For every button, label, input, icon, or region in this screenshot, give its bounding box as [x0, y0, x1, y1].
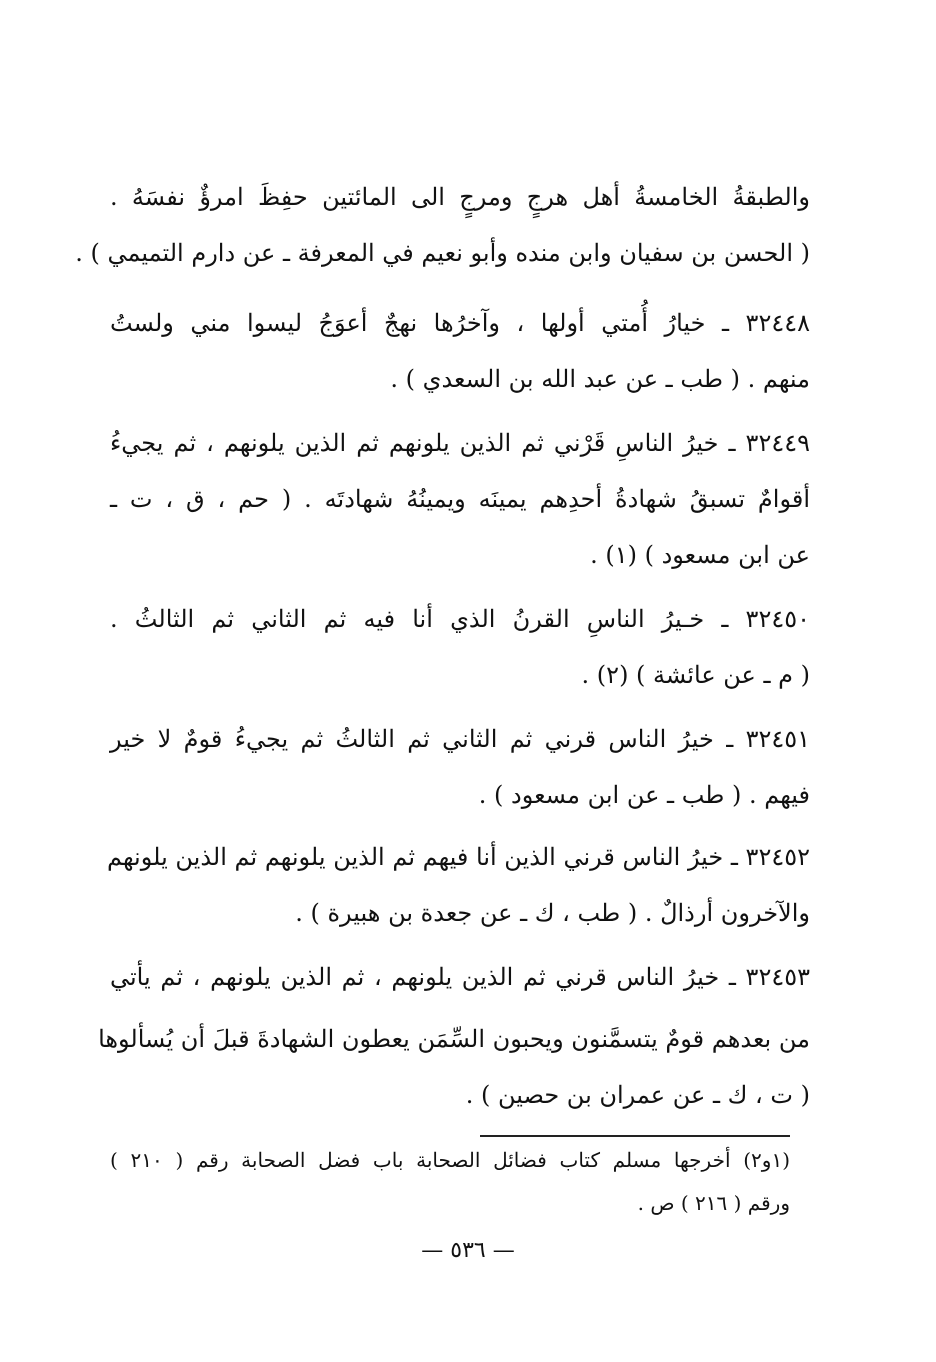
hadith-32449-line-2: أقوامٌ تسبقُ شهادةُ أحدِهم يمينَه ويمينُهُ شهادتَه . ( حم ، ق ، ت ـ: [110, 485, 810, 513]
text-line-1: والطبقةُ الخامسةُ أهل هرجٍ ومرجٍ الى المائتين حفِظَ امرؤٌ نفسَهُ .: [110, 183, 810, 211]
hadith-32450-line-2: ( م ـ عن عائشة ) (٢) .: [581, 661, 810, 689]
page-number: — ٥٣٦ —: [421, 1238, 515, 1263]
hadith-32450-line-1: ٣٢٤٥٠ ـ خـيرُ الناسِ القرنُ الذي أنا فيه ثم الثاني ثم الثالثُ .: [110, 605, 810, 633]
footnote-line-1: (١و٢) أخرجها مسلم كتاب فضائل الصحابة باب فضل الصحابة رقم ( ٢١٠ ): [110, 1148, 790, 1172]
text-line-2: ( الحسن بن سفيان وابن منده وأبو نعيم في المعرفة ـ عن دارم التميمي ) .: [75, 239, 810, 267]
hadith-32452-line-1: ٣٢٤٥٢ ـ خيرُ الناس قرني الذين أنا فيهم ثم الذين يلونهم ثم الذين يلونهم: [107, 843, 810, 871]
hadith-32448-line-2: منهم . ( طب ـ عن عبد الله بن السعدي ) .: [390, 365, 810, 393]
footnote-divider: [480, 1135, 790, 1137]
hadith-32449-line-3: عن ابن مسعود ) (١) .: [590, 541, 810, 569]
hadith-32452-line-2: والآخرون أرذالٌ . ( طب ، ك ـ عن جعدة بن هبيرة ) .: [295, 899, 810, 927]
hadith-32453-line-3: ( ت ، ك ـ عن عمران بن حصين ) .: [465, 1081, 810, 1109]
hadith-32451-line-2: فيهم . ( طب ـ عن ابن مسعود ) .: [478, 781, 810, 809]
hadith-32451-line-1: ٣٢٤٥١ ـ خيرُ الناس قرني ثم الثاني ثم الثالثُ ثم يجيءُ قومٌ لا خير: [110, 725, 811, 753]
hadith-32453-line-1: ٣٢٤٥٣ ـ خيرُ الناس قرني ثم الذين يلونهم ، ثم الذين يلونهم ، ثم يأتي: [110, 963, 810, 991]
hadith-32453-line-2: من بعدهم قومٌ يتسمَّنون ويحبون السِّمَن يعطون الشهادةَ قبلَ أن يُسألوها: [98, 1025, 810, 1053]
hadith-32448-line-1: ٣٢٤٤٨ ـ خيارُ أُمتي أولها ، وآخرُها نهجٌ أعوَجُ ليسوا مني ولستُ: [110, 309, 810, 337]
footnote-line-2: ورقم ( ٢١٦ ) ص .: [637, 1191, 790, 1215]
hadith-32449-line-1: ٣٢٤٤٩ ـ خيرُ الناسِ قَرْني ثم الذين يلونهم ثم الذين يلونهم ، ثم يجيءُ: [110, 429, 810, 457]
